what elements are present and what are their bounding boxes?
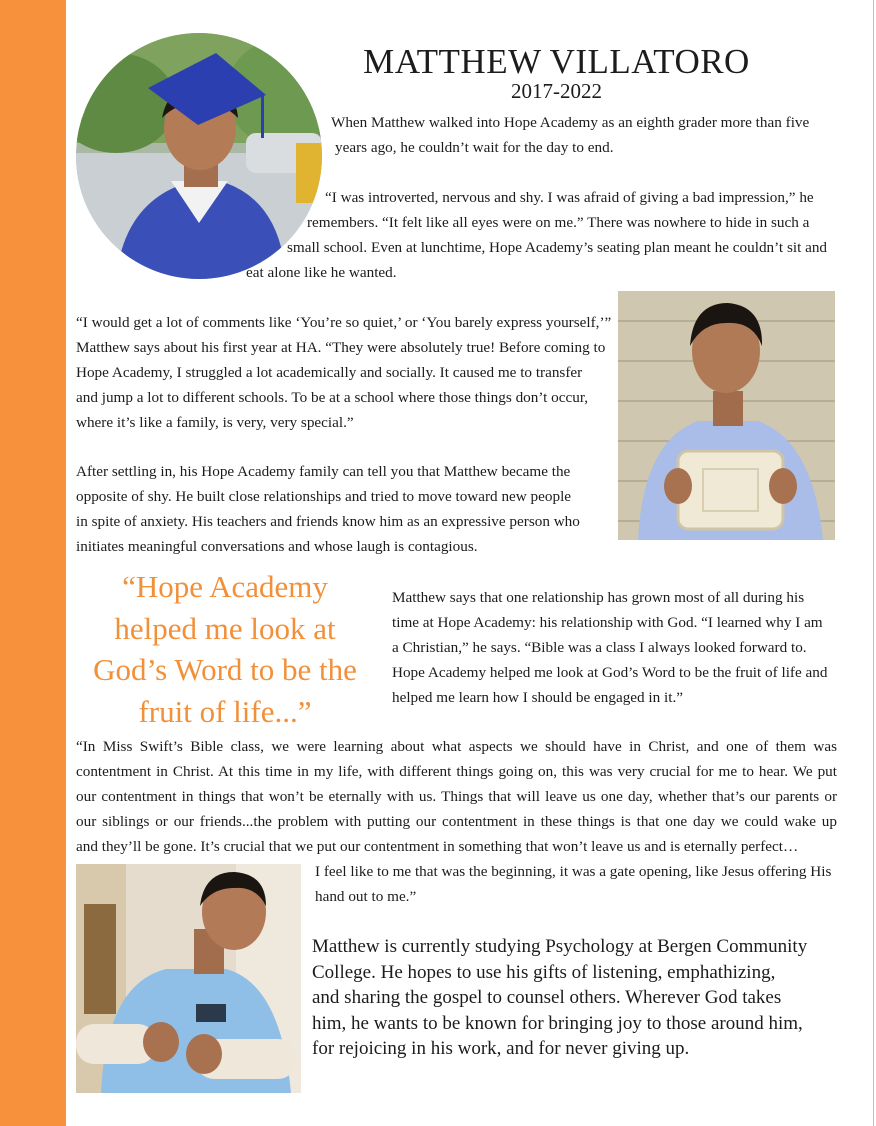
- gate-opening-paragraph: [315, 859, 831, 909]
- text-line: hand out to me.”: [315, 888, 417, 905]
- bible-class-quote-paragraph: [76, 734, 837, 859]
- text-line: for rejoicing in his work, and for never giving up.: [312, 1038, 690, 1059]
- text-line: contentment in Christ. At this time in my life, with different things going on, this was very crucial for me to hear. We put: [76, 763, 837, 780]
- holding-tray-photo: [618, 291, 835, 540]
- text-line: and sharing the gospel to counsel others. Wherever God takes: [312, 987, 782, 1008]
- text-line: Hope Academy, I struggled a lot academically and socially. It caused me to transfer: [76, 364, 583, 381]
- text-line: “I was introverted, nervous and shy. I was afraid of giving a bad impression,” he: [325, 189, 814, 206]
- text-line: “In Miss Swift’s Bible class, we were learning about what aspects we should have in Christ, and one of them was: [76, 738, 837, 755]
- text-line: eat alone like he wanted.: [246, 264, 397, 281]
- text-line: Matthew is currently studying Psychology at Bergen Community: [312, 936, 808, 957]
- text-line: initiates meaningful conversations and whose laugh is contagious.: [76, 538, 478, 555]
- intro-paragraph: [331, 110, 809, 160]
- pull-quote: [80, 566, 370, 732]
- text-line: a Christian,” he says. “Bible was a class I always looked forward to.: [392, 639, 807, 656]
- text-line: time at Hope Academy: his relationship with God. “I learned why I am: [392, 614, 823, 631]
- text-line: years ago, he couldn’t wait for the day to end.: [335, 139, 614, 156]
- text-line: Matthew says that one relationship has grown most of all during his: [392, 589, 805, 606]
- settling-in-paragraph: [76, 459, 580, 559]
- text-line: where it’s like a family, is very, very special.”: [76, 414, 354, 431]
- text-line: and they’ll be gone. It’s crucial that we put our contentment in something that won’t leave us and is eternally perfect…: [76, 838, 799, 855]
- text-line: When Matthew walked into Hope Academy as an eighth grader more than five: [331, 114, 810, 131]
- comments-quote-paragraph: [76, 310, 611, 435]
- text-line: I feel like to me that was the beginning, it was a gate opening, like Jesus offering His: [315, 863, 832, 880]
- text-line: “I would get a lot of comments like ‘You’re so quiet,’ or ‘You barely express yourself,’”: [76, 314, 612, 331]
- text-line: our contentment in things that won’t be eternally with us. Things that will leave us one day, whether that’s our parents or: [76, 788, 837, 805]
- closing-paragraph: [312, 934, 807, 1062]
- text-line: our siblings or our friends...the problem with putting our contentment in these things is that one day we could wake up: [76, 813, 837, 830]
- text-line: remembers. “It felt like all eyes were on me.” There was nowhere to hide in such a: [307, 214, 810, 231]
- text-line: opposite of shy. He built close relationships and tried to move toward new people: [76, 488, 572, 505]
- introverted-quote-paragraph: [246, 185, 827, 285]
- text-line: in spite of anxiety. His teachers and friends know him as an expressive person who: [76, 513, 580, 530]
- orange-sidebar-stripe: [0, 0, 66, 1126]
- profile-years: 2017-2022: [511, 79, 602, 103]
- relationship-with-god-paragraph: [392, 585, 827, 710]
- text-line: Hope Academy helped me look at God’s Word to be the fruit of life and: [392, 664, 828, 681]
- profile-name: MATTHEW VILLATORO: [363, 42, 750, 81]
- pull-quote-line: helped me look at: [114, 610, 336, 646]
- text-line: helped me learn how I should be engaged in it.”: [392, 689, 684, 706]
- text-line: him, he wants to be known for bringing joy to those around him,: [312, 1012, 803, 1034]
- pull-quote-line: God’s Word to be the: [93, 652, 357, 687]
- text-line: Matthew says about his first year at HA. “They were absolutely true! Before coming to: [76, 339, 606, 356]
- pull-quote-line: “Hope Academy: [122, 569, 328, 604]
- text-line: After settling in, his Hope Academy family can tell you that Matthew became the: [76, 463, 571, 480]
- text-line: College. He hopes to use his gifts of listening, emphathizing,: [312, 961, 776, 983]
- text-line: small school. Even at lunchtime, Hope Academy’s seating plan meant he couldn’t sit and: [287, 239, 828, 256]
- pull-quote-line: fruit of life...”: [138, 693, 312, 729]
- page-edge-line: [873, 0, 874, 1126]
- thumbs-up-photo: [76, 864, 301, 1093]
- text-line: and jump a lot to different schools. To be at a school where those things don’t occur,: [76, 389, 589, 406]
